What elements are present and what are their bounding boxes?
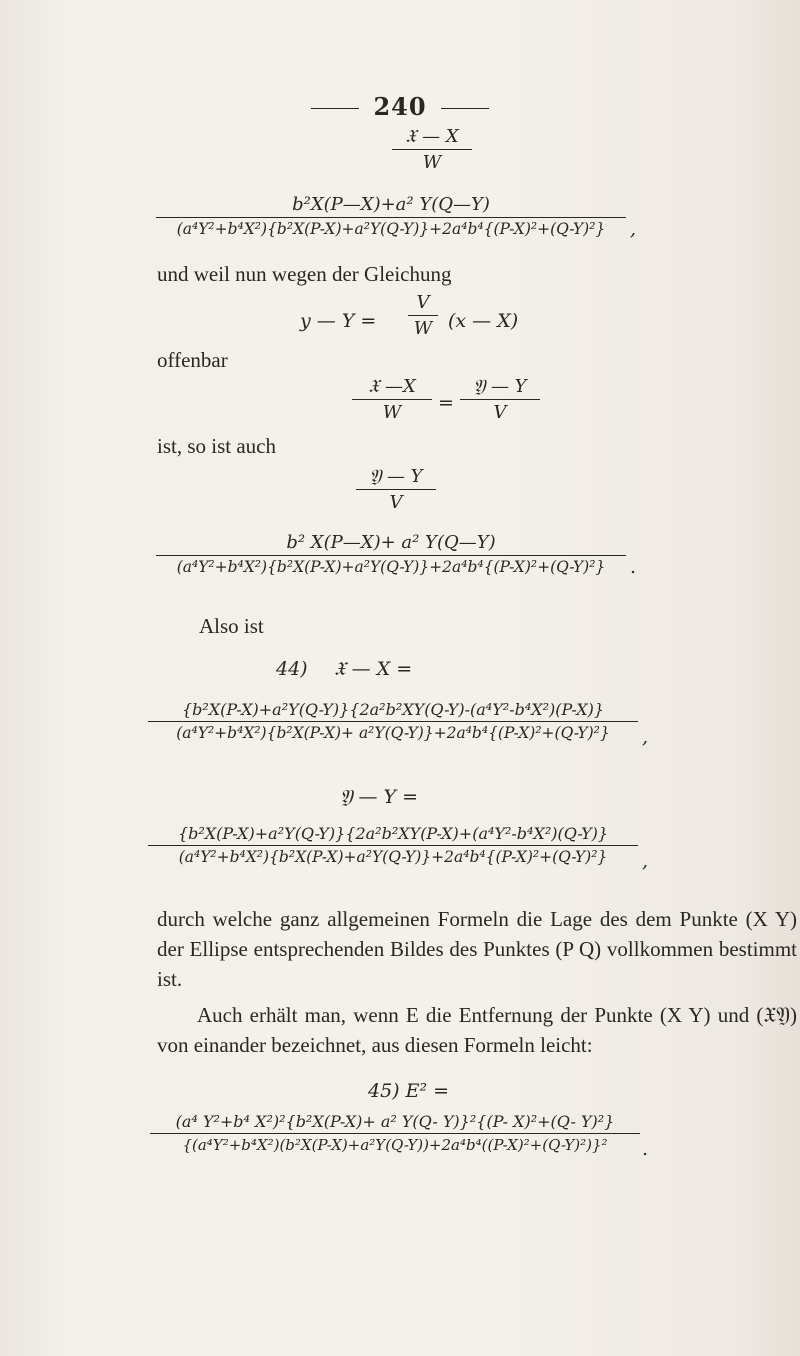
eq-44-denominator: (a⁴Y²+b⁴X²){b²X(P-X)+ a²Y(Q-Y)}+2a⁴b⁴{(P-X)²+(Q-Y)²} bbox=[176, 724, 610, 742]
eq-a-fraction bbox=[156, 194, 626, 238]
eq-a-denominator: (a⁴Y²+b⁴X²){b²X(P-X)+a²Y(Q-Y)}+2a⁴b⁴{(P-X)²+(Q-Y)²} bbox=[176, 220, 606, 238]
eq-d-denominator: (a⁴Y²+b⁴X²){b²X(P-X)+a²Y(Q-Y)}+2a⁴b⁴{(P-X)²+(Q-Y)²} bbox=[176, 558, 606, 576]
text-line-2: offenbar bbox=[157, 348, 228, 372]
eq-c-equals: = bbox=[438, 392, 454, 414]
eq-d-lhs-numerator: 𝔜 — Y bbox=[369, 466, 423, 487]
eq-c-right-fraction bbox=[460, 376, 540, 423]
eq-45-fraction bbox=[150, 1112, 640, 1154]
eq-d-lhs-fraction bbox=[356, 466, 436, 513]
eq-44b-fraction bbox=[148, 824, 638, 866]
eq-b-fraction bbox=[408, 292, 438, 339]
eq-a-numerator: b²X(P—X)+a² Y(Q—Y) bbox=[292, 194, 490, 215]
eq-a-lhs-denominator: W bbox=[422, 152, 442, 173]
eq-44-lhs: 𝔛 — X = bbox=[334, 658, 413, 680]
page-number: 240 bbox=[373, 92, 427, 121]
eq-45-numerator: (a⁴ Y²+b⁴ X²)²{b²X(P-X)+ a² Y(Q- Y)}²{(P- X)²+(Q- Y)²} bbox=[175, 1112, 615, 1131]
text-line-1: und weil nun wegen der Gleichung bbox=[157, 262, 452, 286]
text-line-3: ist, so ist auch bbox=[157, 434, 276, 458]
eq-44-fraction bbox=[148, 700, 638, 742]
eq-44b-lhs: 𝔜 — Y = bbox=[340, 786, 419, 808]
eq-44-end: , bbox=[642, 726, 649, 748]
eq-c-right-numerator: 𝔜 — Y bbox=[473, 376, 527, 397]
eq-45-label: 45) E² = bbox=[368, 1080, 450, 1102]
eq-b-denominator: W bbox=[413, 318, 433, 339]
paragraph-1: durch welche ganz allgemeinen Formeln die Lage des dem Punkte (X Y) der Ellipse entsprechenden Bildes des Punktes (P Q) vollkommen bestimmt ist. bbox=[157, 907, 797, 991]
eq-c-right-denominator: V bbox=[493, 402, 507, 423]
page-header bbox=[0, 92, 800, 121]
eq-b-rhs: (x — X) bbox=[448, 310, 519, 332]
eq-d-lhs-denominator: V bbox=[389, 492, 403, 513]
eq-c-left-numerator: 𝔛 —X bbox=[368, 376, 416, 397]
eq-d-numerator: b² X(P—X)+ a² Y(Q—Y) bbox=[286, 532, 496, 553]
eq-44-numerator: {b²X(P-X)+a²Y(Q-Y)}{2a²b²XY(Q-Y)-(a⁴Y²-b⁴X²)(P-X)} bbox=[181, 700, 605, 719]
eq-44b-denominator: (a⁴Y²+b⁴X²){b²X(P-X)+a²Y(Q-Y)}+2a⁴b⁴{(P-X)²+(Q-Y)²} bbox=[178, 848, 608, 866]
eq-44-label: 44) bbox=[276, 658, 308, 680]
eq-45-denominator: {(a⁴Y²+b⁴X²)(b²X(P-X)+a²Y(Q-Y))+2a⁴b⁴((P-X)²+(Q-Y)²)}² bbox=[182, 1136, 608, 1154]
eq-a-lhs-fraction bbox=[392, 126, 472, 173]
eq-b-numerator: V bbox=[416, 292, 430, 313]
eq-d-fraction bbox=[156, 532, 626, 576]
eq-c-left-denominator: W bbox=[382, 402, 402, 423]
header-rule-right bbox=[441, 108, 489, 109]
eq-a-end: , bbox=[630, 218, 637, 240]
eq-44b-numerator: {b²X(P-X)+a²Y(Q-Y)}{2a²b²XY(P-X)+(a⁴Y²-b⁴X²)(Q-Y)} bbox=[177, 824, 609, 843]
eq-d-end: . bbox=[630, 556, 637, 578]
paragraph-2: Auch erhält man, wenn E die Entfernung der Punkte (X Y) und (𝔛𝔜) von einander bezeichnet, aus diesen Formeln leicht: bbox=[157, 1003, 797, 1057]
eq-c-left-fraction bbox=[352, 376, 432, 423]
text-line-4: Also ist bbox=[199, 614, 264, 638]
eq-b-lhs: y — Y = bbox=[300, 310, 377, 332]
eq-44b-end: , bbox=[642, 850, 649, 872]
eq-45-end: . bbox=[642, 1138, 649, 1160]
eq-a-lhs-numerator: 𝔛 — X bbox=[405, 126, 459, 147]
header-rule-left bbox=[311, 108, 359, 109]
